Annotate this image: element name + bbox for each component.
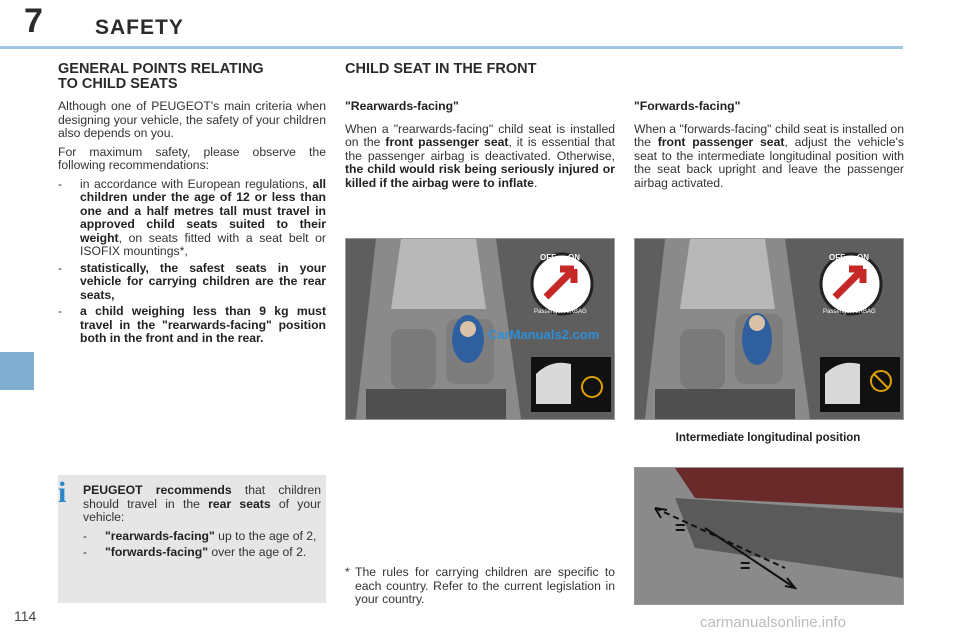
fwd-text: , adjust the vehicle's seat to the intermediate longitudinal position with the seat back upright and leave the passenger airbag activated.	[634, 135, 904, 190]
info-icon: i	[58, 476, 67, 509]
list-dash: -	[58, 304, 63, 318]
footnote	[345, 566, 615, 607]
list-item	[83, 546, 321, 560]
list-dash: -	[58, 260, 63, 275]
fwd-text: When a "forwards-facing" child seat is installed on the	[634, 121, 904, 149]
list-dash: -	[83, 528, 88, 543]
airbag-off-label: OFF	[540, 253, 556, 262]
info-bold: PEUGEOT recommends	[83, 483, 232, 497]
rearwards-paragraph	[345, 123, 615, 191]
airbag-on-label: ON	[568, 253, 580, 262]
airbag-off-label: OFF	[829, 253, 845, 262]
list-bold: statistically, the safest seats in your vehicle for carrying children are the rear seats,	[80, 260, 326, 302]
info-text: that children should travel in the	[83, 483, 322, 511]
rear-text: , it is essential that the passenger airbag is deactivated. Otherwise,	[345, 135, 615, 163]
list-item-text	[80, 178, 326, 259]
rear-text: .	[533, 175, 538, 190]
list-bold: "rearwards-facing"	[105, 528, 215, 543]
intermediate-position-caption: Intermediate longitudinal position	[675, 432, 861, 444]
list-bold: "forwards-facing"	[105, 545, 208, 559]
header-rule	[0, 46, 903, 49]
rear-bold: front passenger seat	[385, 135, 509, 149]
list-item	[58, 305, 326, 346]
info-paragraph	[83, 484, 321, 525]
left-column	[58, 62, 326, 349]
heading-line-2: TO CHILD SEATS	[58, 76, 178, 92]
info-box-text	[83, 484, 321, 563]
list-item	[58, 178, 326, 259]
list-dash: -	[58, 176, 63, 191]
list-text: in accordance with European regulations,	[80, 176, 313, 191]
list-text: over the age of 2.	[207, 545, 307, 559]
general-points-body	[58, 100, 326, 346]
footer-watermark: carmanualsonline.info	[700, 614, 846, 631]
rearwards-facing-illustration	[345, 238, 615, 420]
equal-mark: =	[740, 556, 751, 576]
list-item-text	[105, 546, 321, 560]
forwards-paragraph	[634, 123, 904, 191]
airbag-caption: Passenger AIRBAG	[823, 309, 876, 315]
list-item	[58, 262, 326, 303]
forwards-car-svg	[635, 239, 903, 419]
rear-bold: the child would risk being seriously injured or killed if the airbag were to inflate	[345, 162, 615, 190]
recommendations-paragraph: For maximum safety, please observe the following recommendations:	[58, 144, 326, 172]
heading-line-1: GENERAL POINTS RELATING	[58, 61, 264, 77]
rearwards-section	[345, 100, 615, 195]
child-seat-front-heading: CHILD SEAT IN THE FRONT	[345, 61, 537, 77]
forwards-title: "Forwards-facing"	[634, 99, 741, 113]
seat-position-illustration	[634, 467, 904, 605]
forwards-section	[634, 100, 904, 195]
airbag-on-label: ON	[857, 253, 869, 262]
chapter-side-tab	[0, 352, 34, 390]
list-item	[83, 530, 321, 544]
general-points-heading	[58, 62, 326, 92]
rearwards-title: "Rearwards-facing"	[345, 99, 459, 113]
list-dash: -	[83, 545, 88, 559]
chapter-title: SAFETY	[95, 16, 184, 39]
airbag-caption: Passenger AIRBAG	[534, 309, 587, 315]
fwd-bold: front passenger seat	[657, 135, 785, 149]
rear-text: When a "rearwards-facing" child seat is installed on the	[345, 121, 615, 149]
chapter-number: 7	[24, 2, 43, 40]
footnote-text: The rules for carrying children are specific to each country. Refer to the current legislation in your country.	[355, 565, 615, 606]
footnote-star: *	[345, 565, 350, 579]
list-bold: a child weighing less than 9 kg must travel in the "rearwards-facing" position both in the front and in the rear.	[80, 304, 326, 345]
info-bold: rear seats	[208, 496, 271, 511]
info-text: of your vehicle:	[83, 496, 321, 524]
equal-mark: =	[675, 518, 686, 538]
image-watermark: CarManuals2.com	[488, 327, 600, 342]
forwards-facing-illustration	[634, 238, 904, 420]
list-text: , on seats fitted with a seat belt or ISOFIX mountings*,	[80, 230, 326, 258]
list-text: up to the age of 2,	[214, 528, 317, 543]
list-item-text	[105, 530, 321, 544]
page-number: 114	[14, 608, 37, 624]
intro-paragraph: Although one of PEUGEOT's main criteria when designing your vehicle, the safety of your children also depends on you.	[58, 99, 326, 140]
list-bold: all children under the age of 12 or less than one and a half metres tall must travel in approved child seats suited to their weight	[80, 176, 326, 245]
